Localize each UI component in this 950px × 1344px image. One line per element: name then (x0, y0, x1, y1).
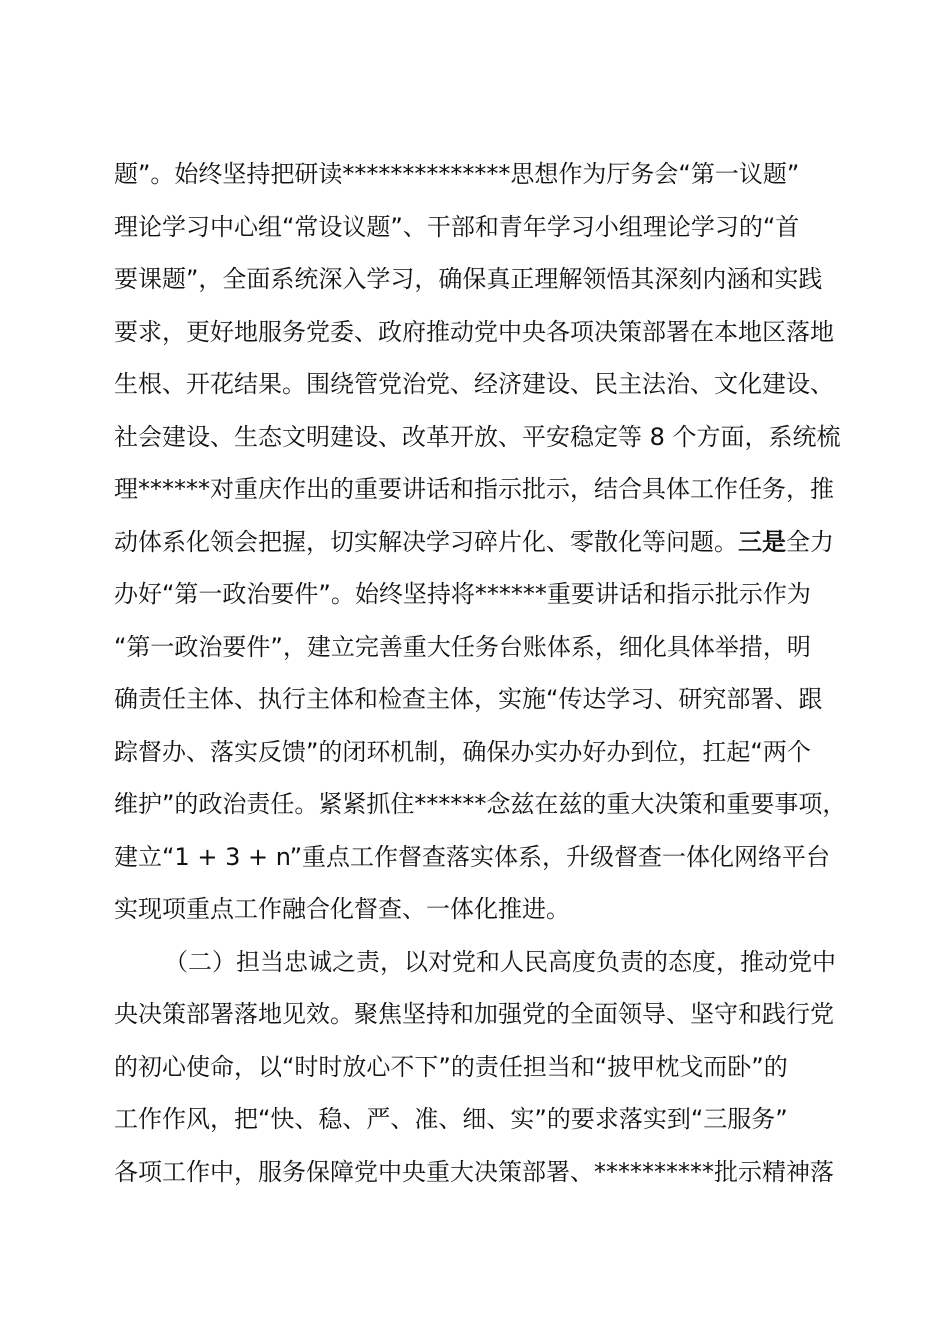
text-line: （二）担当忠诚之责，以对党和人民高度负责的态度，推动党中 (164, 947, 836, 976)
text-line: 央决策部署落地见效。聚焦坚持和加强党的全面领导、坚守和践行党 (114, 1000, 834, 1028)
paragraph (114, 936, 844, 1199)
text-line: 题”。始终坚持把研读**************思想作为厅务会“第一议题” (114, 160, 800, 188)
text-line: 理******对重庆作出的重要讲话和指示批示，结合具体工作任务，推 (114, 475, 834, 503)
text-line: 社会建设、生态文明建设、改革开放、平安稳定等 8 个方面，系统梳 (114, 422, 841, 451)
text-line: 理论学习中心组“常设议题”、干部和青年学习小组理论学习的“首 (114, 212, 800, 241)
text-line (114, 516, 844, 569)
text-line: 要求，更好地服务党委、政府推动党中央各项决策部署在本地区落地 (114, 317, 834, 346)
text-run: 全力 (786, 527, 834, 556)
text-line: 生根、开花结果。围绕管党治党、经济建设、民主法治、文化建设、 (114, 370, 834, 398)
text-line: 踪督办、落实反馈”的闭环机制，确保办实办好办到位，扛起“两个 (114, 737, 811, 766)
text-line: 实现项重点工作融合化督查、一体化推进。 (114, 895, 570, 923)
paragraph (114, 148, 847, 936)
text-run: 动体系化领会把握，切实解决学习碎片化、零散化等问题。 (114, 527, 738, 556)
text-line: 办好“第一政治要件”。始终坚持将******重要讲话和指示批示作为 (114, 580, 811, 608)
text-line: 确责任主体、执行主体和检查主体，实施“传达学习、研究部署、跟 (114, 685, 823, 713)
text-line: 要课题”，全面系统深入学习，确保真正理解领悟其深刻内涵和实践 (114, 265, 823, 293)
document-body (114, 148, 847, 1198)
text-line: 工作作风，把“快、稳、严、准、细、实”的要求落实到“三服务” (114, 1105, 788, 1133)
text-line: “第一政治要件”，建立完善重大任务台账体系，细化具体举措，明 (114, 632, 811, 661)
text-line: 建立“1 + 3 + n”重点工作督查落实体系，升级督查一体化网络平台 (114, 842, 831, 871)
bold-text-run: 三是 (738, 527, 786, 556)
text-line: 各项工作中，服务保障党中央重大决策部署、**********批示精神落 (114, 1157, 834, 1186)
text-line: 维护”的政治责任。紧紧抓住******念兹在兹的重大决策和重要事项， (114, 790, 847, 818)
text-line: 的初心使命，以“时时放心不下”的责任担当和“披甲枕戈而卧”的 (114, 1052, 788, 1081)
